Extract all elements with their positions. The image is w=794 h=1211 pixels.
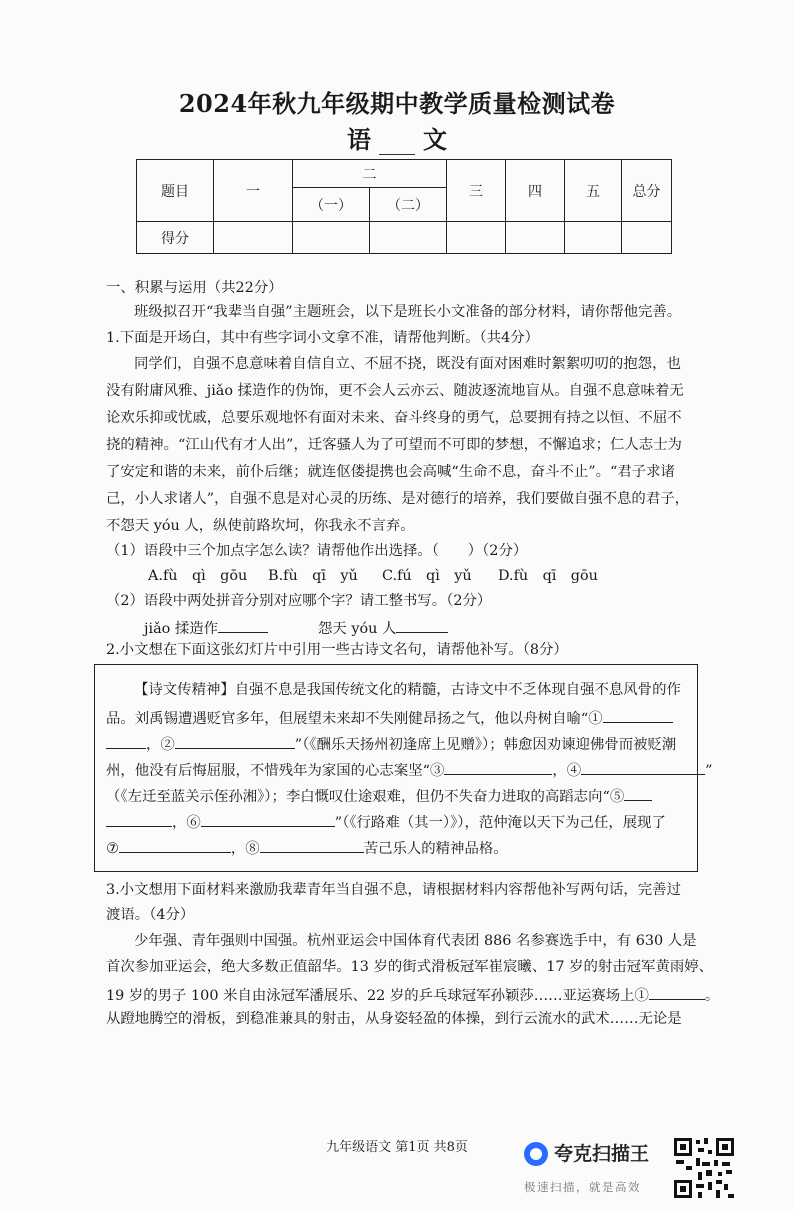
answer-option-a[interactable]: A.fù qì gōu (148, 568, 248, 584)
material-text: 。 (704, 988, 720, 1004)
score-cell[interactable] (214, 222, 293, 254)
score-col-total: 总分 (622, 160, 672, 222)
score-row-label: 得分 (137, 222, 214, 254)
slide-line (106, 836, 508, 859)
score-cell[interactable] (565, 222, 622, 254)
poem-blank-4[interactable] (581, 758, 705, 775)
poem-blank-5[interactable] (624, 784, 652, 801)
scanner-brand: 夸克扫描王 (554, 1143, 650, 1165)
poem-blank-8[interactable] (260, 836, 364, 853)
score-cell[interactable] (370, 222, 447, 254)
question-1-sub-1: （1）语段中三个加点字怎么读？请帮他作出选择。（ ）（2分） (106, 543, 528, 559)
pinyin-prompt-2: 怨天 yóu 人 (318, 621, 397, 637)
passage-line: 没有附庸风雅、jiǎo 揉造作的伪饰，更不会人云亦云、随波逐流地盲从。自强不息意味着无 (106, 383, 684, 399)
slide-line (106, 784, 652, 807)
subject-char-1: 语 (347, 125, 371, 154)
poem-blank-3[interactable] (444, 758, 552, 775)
material-line: 首次参加亚运会，绝大多数正值韶华。13 岁的街式滑板冠军崔宸曦、17 岁的射击冠军黄雨婷、 (106, 959, 714, 975)
score-cell[interactable] (447, 222, 506, 254)
exam-title: 2024年秋九年级期中教学质量检测试卷 (178, 89, 616, 118)
poem-blank-6[interactable] (201, 810, 335, 827)
question-3-title-cont: 渡语。（4分） (106, 907, 195, 923)
score-cell[interactable] (293, 222, 370, 254)
subject-title (0, 120, 794, 155)
pinyin-blank-1[interactable] (218, 616, 268, 633)
material-text: 19 岁的男子 100 米自由泳冠军潘展乐、22 岁的乒乓球冠军孙颖莎……亚运赛场上① (106, 988, 649, 1004)
question-1-title: 1.下面是开场白，其中有些字词小文拿不准，请帮他判断。（共4分） (106, 330, 540, 346)
score-header-label: 题目 (137, 160, 214, 222)
slide-text: 苦己乐人的精神品格。 (363, 841, 508, 857)
score-col-2: 二 (293, 160, 447, 188)
poem-blank-1-cont[interactable] (106, 732, 146, 749)
material-line: 从蹬地腾空的滑板，到稳准兼具的射击，从身姿轻盈的体操，到行云流水的武术……无论是 (106, 1011, 682, 1027)
score-cell[interactable] (506, 222, 565, 254)
score-col-2-sub-2: （二） (370, 188, 447, 222)
slide-line (106, 706, 673, 729)
question-2-title: 2.小文想在下面这张幻灯片中引用一些古诗文名句，请帮他补写。（8分） (106, 642, 568, 658)
poem-blank-2[interactable] (175, 732, 295, 749)
slide-text: ，④ (552, 763, 582, 779)
material-line (106, 983, 719, 1006)
slide-text: （《左迁至蓝关示侄孙湘》）；李白慨叹仕途艰难，但仍不失奋力进取的高蹈志向“⑤ (106, 789, 625, 805)
material-line: 少年强、青年强则中国强。杭州亚运会中国体育代表团 886 名参赛选手中，有 630 人是 (134, 933, 697, 949)
scanner-watermark (524, 1139, 674, 1199)
passage-line: 了安定和谐的未来，前仆后继；就连伛偻提携也会高喊“生命不息，奋斗不止”。“君子求诸 (106, 464, 675, 480)
passage-line: 同学们，自强不息意味着自信自立、不屈不挠，既没有面对困难时絮絮叨叨的抱怨，也 (134, 356, 681, 372)
qr-code-icon (672, 1136, 736, 1200)
answer-option-c[interactable]: C.fú qì yǔ (382, 568, 472, 584)
slide-line (106, 758, 713, 781)
answer-option-d[interactable]: D.fù qī gōu (498, 568, 598, 584)
score-col-4: 四 (506, 160, 565, 222)
slide-text: ，⑥ (172, 815, 201, 831)
slide-text: ⑦ (106, 841, 119, 857)
pinyin-prompt-1: jiǎo 揉造作 (144, 621, 219, 637)
slide-text: ” (705, 763, 713, 779)
slide-text: 品。刘禹锡遭遇贬官多年，但展望未来却不失刚健昂扬之气，他以舟树自喻“① (106, 711, 603, 727)
scanner-logo-icon (524, 1142, 548, 1166)
passage-line: 不怨天 yóu 人，纵使前路坎坷，你我永不言弃。 (106, 518, 415, 534)
score-col-3: 三 (447, 160, 506, 222)
poem-blank-1[interactable] (603, 706, 673, 723)
slide-text: 州，他没有后悔屈服，不惜残年为家国的心志案坚“③ (106, 763, 445, 779)
question-3-title: 3.小文想用下面材料来激励我辈青年当自强不息，请根据材料内容帮他补写两句话，完善过 (106, 882, 681, 898)
answer-option-b[interactable]: B.fù qī yǔ (268, 568, 358, 584)
slide-text: ，⑧ (230, 841, 260, 857)
score-table (136, 159, 672, 254)
slide-text: ”（《酬乐天扬州初逢席上见赠》）；韩愈因劝谏迎佛骨而被贬潮 (294, 737, 677, 753)
slide-text: ，② (146, 737, 175, 753)
passage-line: 论欢乐抑或忧戚，总要乐观地怀有面对未来、奋斗终身的勇气，总要拥有持之以恒、不屈不 (106, 410, 682, 426)
transition-blank-1[interactable] (649, 983, 705, 1000)
slide-line (106, 810, 666, 833)
page-footer: 九年级语文 第1页 共8页 (326, 1140, 468, 1155)
subject-gap (379, 134, 415, 155)
poem-blank-5-cont[interactable] (106, 810, 172, 827)
pinyin-answer-1 (144, 616, 268, 639)
section-heading: 一、积累与运用（共22分） (106, 280, 283, 296)
subject-char-2: 文 (423, 125, 447, 154)
section-intro: 班级拟召开“我辈当自强”主题班会，以下是班长小文准备的部分材料，请你帮他完善。 (134, 304, 682, 320)
pinyin-blank-2[interactable] (396, 616, 448, 633)
score-col-2-sub-1: （一） (293, 188, 370, 222)
scanner-slogan: 极速扫描，就是高效 (524, 1180, 641, 1194)
slide-line (106, 732, 676, 755)
score-col-1: 一 (214, 160, 293, 222)
score-col-5: 五 (565, 160, 622, 222)
passage-line: 己，小人求诸人”，自强不息是对心灵的历练、是对德行的培养，我们要做自强不息的君子， (106, 491, 689, 507)
score-cell[interactable] (622, 222, 672, 254)
passage-line: 挠的精神。“江山代有才人出”，迁客骚人为了可望而不可即的梦想，不懈追求；仁人志士为 (106, 437, 682, 453)
pinyin-answer-2 (318, 616, 448, 639)
slide-line: 【诗文传精神】自强不息是我国传统文化的精髓，古诗文中不乏体现自强不息风骨的作 (134, 682, 681, 698)
poem-blank-7[interactable] (119, 836, 231, 853)
question-1-sub-2: （2）语段中两处拼音分别对应哪个字？请工整书写。（2分） (106, 593, 492, 609)
slide-text: ”（《行路难（其一）》），范仲淹以天下为己任，展现了 (334, 815, 666, 831)
